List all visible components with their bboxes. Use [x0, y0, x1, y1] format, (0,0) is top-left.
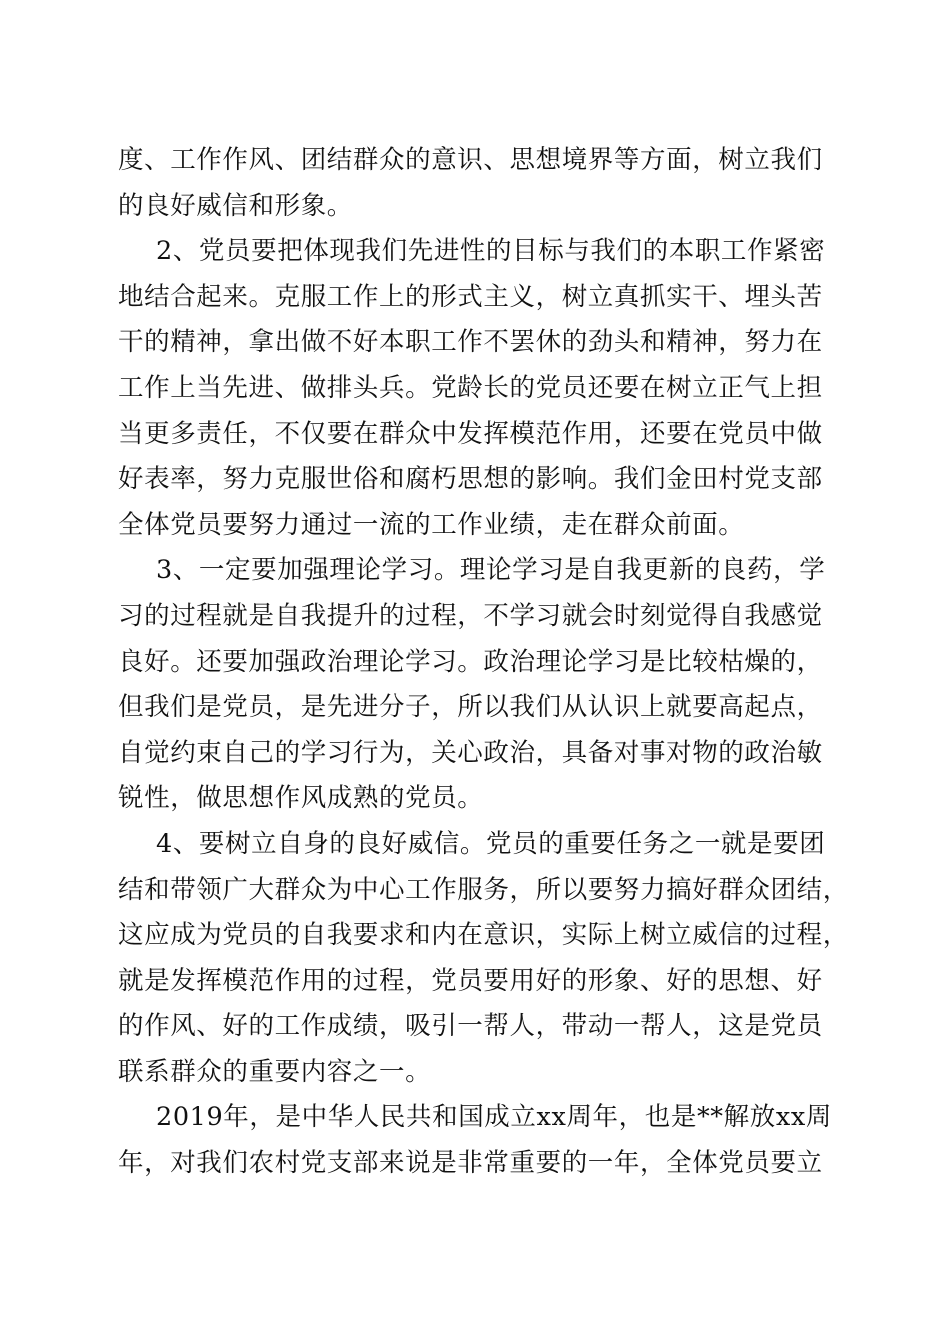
text-line: 联系群众的重要内容之一。	[118, 1056, 432, 1087]
paragraph-item-4	[118, 822, 849, 1096]
text-line: 的作风、好的工作成绩，吸引一帮人，带动一帮人，这是党员	[118, 1011, 823, 1042]
text-line: 地结合起来。克服工作上的形式主义，树立真抓实干、埋头苦	[118, 281, 823, 312]
text-line: 3、一定要加强理论学习。理论学习是自我更新的良药，学	[156, 555, 826, 586]
text-line: 年，对我们农村党支部来说是非常重要的一年，全体党员要立	[118, 1148, 823, 1179]
text-line: 的良好威信和形象。	[118, 190, 353, 221]
text-line: 干的精神，拿出做不好本职工作不罢休的劲头和精神，努力在	[118, 327, 823, 358]
text-line: 结和带领广大群众为中心工作服务，所以要努力搞好群众团结，	[118, 874, 849, 905]
text-line: 工作上当先进、做排头兵。党龄长的党员还要在树立正气上担	[118, 372, 823, 403]
text-line: 4、要树立自身的良好威信。党员的重要任务之一就是要团	[156, 828, 826, 859]
text-line: 好表率，努力克服世俗和腐朽思想的影响。我们金田村党支部	[118, 464, 823, 495]
text-line: 全体党员要努力通过一流的工作业绩，走在群众前面。	[118, 509, 745, 540]
text-line: 自觉约束自己的学习行为，关心政治，具备对事对物的政治敏	[118, 737, 823, 768]
text-line: 2、党员要把体现我们先进性的目标与我们的本职工作紧密	[156, 236, 826, 267]
paragraph-continuation	[118, 138, 830, 229]
text-line: 当更多责任，不仅要在群众中发挥模范作用，还要在党员中做	[118, 418, 823, 449]
document-body	[118, 138, 849, 1187]
paragraph-2019	[118, 1095, 830, 1186]
text-line: 习的过程就是自我提升的过程，不学习就会时刻觉得自我感觉	[118, 600, 823, 631]
text-line: 这应成为党员的自我要求和内在意识，实际上树立威信的过程，	[118, 920, 849, 951]
text-line: 但我们是党员，是先进分子，所以我们从认识上就要高起点，	[118, 692, 823, 723]
paragraph-item-3	[118, 548, 830, 822]
paragraph-item-2	[118, 229, 830, 548]
text-line: 良好。还要加强政治理论学习。政治理论学习是比较枯燥的，	[118, 646, 823, 677]
text-line: 锐性，做思想作风成熟的党员。	[118, 783, 484, 814]
text-line: 就是发挥模范作用的过程，党员要用好的形象、好的思想、好	[118, 965, 823, 996]
text-line: 2019年，是中华人民共和国成立xx周年，也是**解放xx周	[156, 1102, 832, 1133]
text-line: 度、工作作风、团结群众的意识、思想境界等方面，树立我们	[118, 145, 823, 175]
